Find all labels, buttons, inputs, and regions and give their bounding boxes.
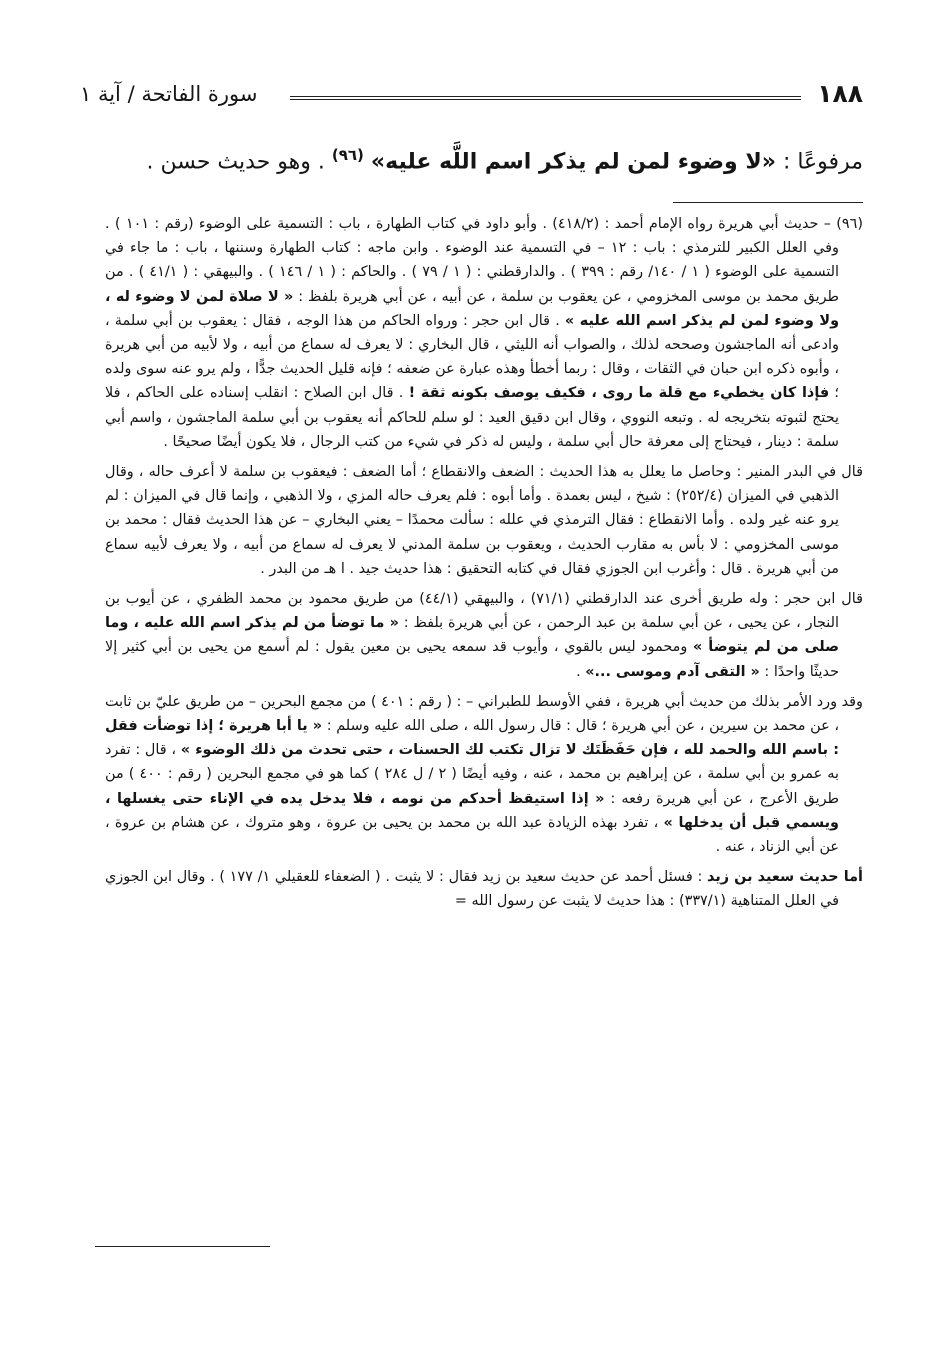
footnote-text: وقد ورد الأمر بذلك من حديث أبي هريرة ، ففي الأوسط للطبراني – : ( رقم : ٤٠١ ) من مجمع البحرين – من طريق عليّ بن ثابت ، عن محمد بن سيرين ، عن أبي هريرة ؛ قال : قال رسول الله ، صلى الله عليه وسلم : [105, 693, 863, 735]
page-number: ١٨٨ [817, 79, 863, 108]
footnote-text: . [576, 663, 586, 680]
running-header [80, 78, 863, 118]
footnotes [105, 212, 863, 920]
footnote-text: (٩٦) – حديث أبي هريرة رواه الإمام أحمد : (٤١٨/٢) . وأبو داود في كتاب الطهارة ، باب : التسمية على الوضوء (رقم : ١٠١ ) . وفي العلل الكبير للترمذي : باب : ١٢ – في التسمية عند الوضوء . وابن ماجه : كتاب الطهارة وسننها ، باب : ما جاء في التسمية على الوضوء ( ١ / ١٤٠/ رقم : ٣٩٩ ) . والدارقطني : ( ١ / ٧٩ ) . والحاكم : ( ١ / ١٤٦ ) . والبيهقي : ( ٤١/١ ) . من طريق محمد بن موسى المخزومي ، عن يعقوب بن سلمة ، عن أبيه ، عن أبي هريرة بلفظ : [105, 216, 863, 305]
footnote-quote: « لا صلاة لمن لا وضوء له ، ولا وضوء لمن لم يذكر اسم الله عليه » [105, 288, 840, 329]
footnote-tabarani [105, 690, 863, 859]
footnote-text: . قال ابن الصلاح : انقلب إسناده على الحاكم ، فلا يحتج لثبوته بتخريجه له . وتبعه النووي ، وقال ابن دقيق العيد : لو سلم للحاكم أنه يعقوب بن أبي سلمة الماجشون ، واسم أبي سلمة : دينار ، فيحتاج إلى معرفة حال أبي سلمة ، وليس له ذكر في شيء من كتب الرجال ، فلا يكون أيضًا صحيحًا . [105, 385, 839, 450]
main-suffix: . وهو حديث حسن . [146, 149, 332, 175]
continuation-rule [95, 1246, 270, 1247]
footnote-quote: « التقى آدم وموسى ...» [585, 663, 760, 680]
footnote-quote: « ما توضأ من لم يذكر اسم الله عليه ، وما صلى من لم يتوضأ » [105, 615, 839, 656]
footnote-text: ، تفرد بهذه الزيادة عبد الله بن محمد بن يحيى بن عروة ، وهو متروك ، عن هشام بن عروة ، عن أبي الزناد ، عنه . [105, 814, 839, 856]
footnote-quote: فإذا كان يخطيء مع قلة ما روى ، فكيف يوصف بكونه ثقة ! [408, 385, 830, 402]
footnote-text: ، قال : تفرد به عمرو بن أبي سلمة ، عن إبراهيم بن محمد ، عنه ، وفيه أيضًا ( ٢ / ل ٢٨٤ ) كما هو في مجمع البحرين ( رقم : ٤٠٠ ) من طريق الأعرج ، عن أبي هريرة رفعه : [105, 742, 840, 807]
footnote-text: : فسئل أحمد عن حديث سعيد بن زيد فقال : لا يثبت . ( الضعفاء للعقيلي ١/ ١٧٧ ) . وقال ابن الجوزي في العلل المتناهية (٣٣٧/١) : هذا حديث لا يثبت عن رسول الله = [105, 869, 839, 910]
main-text [120, 135, 863, 182]
footnote-ibn-hajar [105, 587, 863, 684]
footnote-ref: (٩٦) [331, 146, 364, 164]
footnote-said [105, 865, 863, 913]
header-rule [290, 96, 801, 100]
hadith-quote: «لا وضوء لمن لم يذكر اسم اللَّه عليه» [370, 149, 776, 175]
footnote-quote: « يا أبا هريرة ؛ إذا توضأت فقل : باسم الله والحمد لله ، فإن حَفَظَتَك لا تزال تكتب لك الحسنات ، حتى تحدث من ذلك الوضوء » [105, 718, 839, 759]
footnote-text: قال في البدر المنير : وحاصل ما يعلل به هذا الحديث : الضعف والانقطاع ؛ أما الضعف : فيعقوب بن سلمة لا أعرف حاله ، وقال الذهبي في الميزان (٢٥٢/٤) : شيخ ، ليس بعمدة . وأما أبوه : فلم يعرف حاله المزي ، ولا الذهبي ، وإنما قال في الميزان : لم يرو عنه غير ولده . وأما الانقطاع : فقال الترمذي في علله : سألت محمدًا – يعني البخاري – عن هذا الحديث فقال : محمد بن موسى المخزومي : لا بأس به مقارب الحديث ، ويعقوب بن سلمة المدني لا يعرف له سماع من أبيه ، ولا يعرف لأبيه سماع من أبي هريرة . قال : وأغرب ابن الجوزي فقال في كتابه التحقيق : هذا حديث جيد . ا هـ من البدر . [105, 464, 863, 577]
footnote-text: قال ابن حجر : وله طريق أخرى عند الدارقطني (٧١/١) ، والبيهقي (٤٤/١) من طريق محمود بن محمد الظفري ، عن أيوب بن النجار ، عن يحيى ، عن أبي سلمة بن عبد الرحمن ، عن أبي هريرة بلفظ : [105, 591, 863, 632]
footnote-quote: « إذا استيقظ أحدكم من نومه ، فلا يدخل يده في الإناء حتى يغسلها ، ويسمي قبل أن يدخلها » [105, 790, 839, 831]
footnote-text: . قال ابن حجر : ورواه الحاكم من هذا الوجه ، فقال : يعقوب بن أبي سلمة ، وادعى أنه الماجشون وصححه لذلك ، والصواب أنه الليثي ، قال البخاري : لا يعرف له سماع من أبيه ، ولا لأبيه من أبي هريرة ، وأبوه ذكره ابن حبان في الثقات ، وقال : ربما أخطأ وهذه عبارة عن ضعفه ؛ فإنه قليل الحديث جدًّا ، ولم يرو عنه سوى ولده ؛ [105, 312, 839, 402]
footnote-badr [105, 460, 863, 581]
footnote-text: ومحمود ليس بالقوي ، وأيوب قد سمعه يحيى بن معين يقول : لم أسمع من يحيى بن أبي كثير إلا حديثًا واحدًا : [105, 639, 839, 680]
footnote-96 [105, 212, 863, 454]
footnote-heading: أما حديث سعيد بن زيد [707, 869, 863, 886]
footnote-separator [673, 202, 863, 203]
surah-title: سورة الفاتحة / آية ١ [80, 82, 258, 106]
main-prefix: مرفوعًا : [775, 149, 863, 175]
